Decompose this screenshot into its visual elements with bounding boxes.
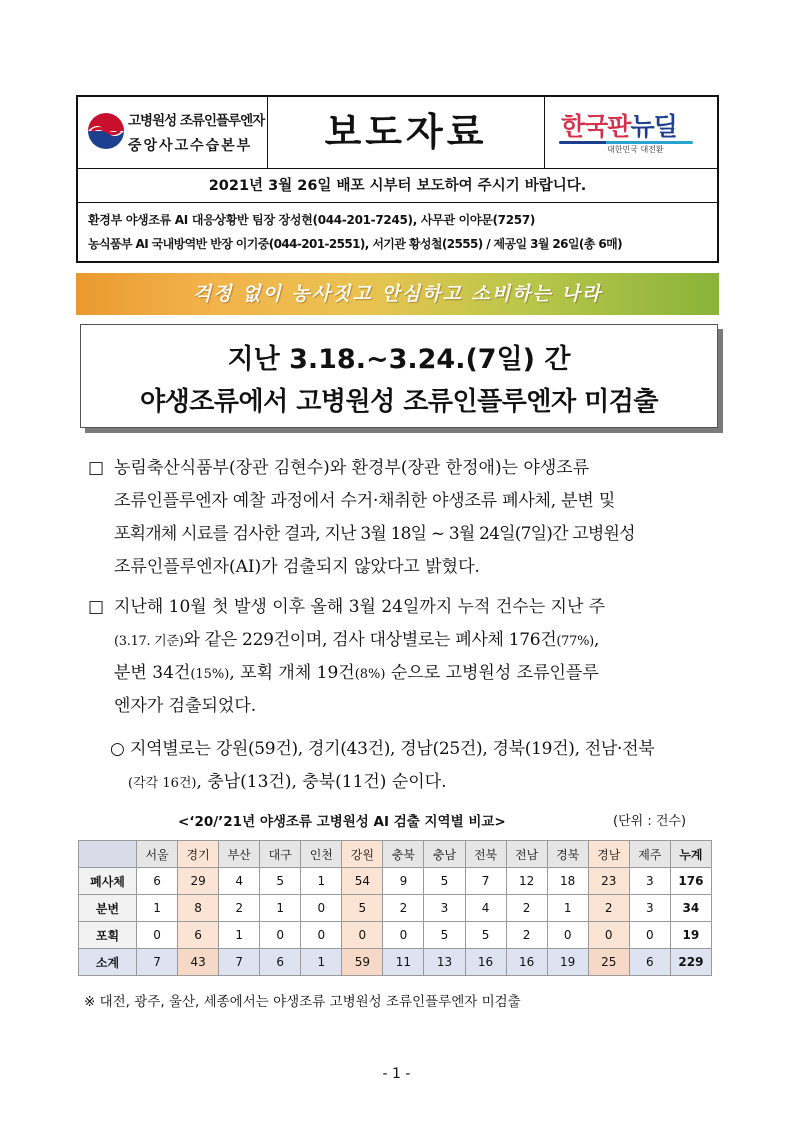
brand-subtitle: 대한민국 대전환 [607,145,664,154]
footnote: ※ 대전, 광주, 울산, 세종에서는 야생조류 고병원성 조류인플루엔자 미검출 [84,994,521,1010]
brand-name-red: 한국판 [561,112,631,141]
embargo-notice: 2021년 3월 26일 배포 시부터 보도하여 주시기 바랍니다. [78,169,717,203]
korean-new-deal-logo [545,97,717,168]
p2-pct-carcass: (77%) [556,634,594,649]
table-cell: 19 [670,922,711,949]
table-cell: 18 [547,868,588,895]
p2-feces-count: 분변 34건 [114,663,191,683]
table-cell: 2 [588,895,629,922]
table-header-row [79,841,712,868]
column-header: 경기 [178,841,219,868]
square-bullet: □ [88,597,105,617]
table-cell: 0 [301,922,342,949]
column-header: 부산 [219,841,260,868]
press-header [76,95,719,263]
p2-line-2 [114,624,599,658]
table-row [79,949,712,976]
page-number: - 1 - [382,1066,411,1082]
table-cell: 6 [629,949,670,976]
p1-line-3: 포획개체 시료를 검사한 결과, 지난 3월 18일 ~ 3월 24일(7일)간 고병원성 [114,524,635,544]
org-name-line1: 고병원성 조류인플루엔자 [128,113,265,129]
table-cell: 5 [424,868,465,895]
table-unit: (단위 : 건수) [613,814,687,829]
table-cell: 0 [588,922,629,949]
table-cell: 2 [383,895,424,922]
table-cell: 2 [506,895,547,922]
p2-line-2-comma: , [593,630,600,650]
table-cell: 29 [178,868,219,895]
regional-detection-table [78,840,712,976]
org-name-line2: 중앙사고수습본부 [128,138,253,154]
column-header: 누계 [670,841,711,868]
column-header: 충북 [383,841,424,868]
column-header: 충남 [424,841,465,868]
table-cell: 3 [629,895,670,922]
column-header: 대구 [260,841,301,868]
table-cell: 16 [465,949,506,976]
row-header: 포획 [79,922,137,949]
table-cell: 8 [178,895,219,922]
table-cell: 59 [342,949,383,976]
table-cell: 11 [383,949,424,976]
table-cell: 1 [260,895,301,922]
slogan-text: 걱정 없이 농사짓고 안심하고 소비하는 나라 [192,283,603,305]
table-cell: 7 [465,868,506,895]
table-cell: 9 [383,868,424,895]
table-cell: 23 [588,868,629,895]
table-cell: 6 [178,922,219,949]
column-header: 제주 [629,841,670,868]
table-cell: 5 [465,922,506,949]
table-cell: 0 [547,922,588,949]
table-cell: 1 [137,895,178,922]
table-cell: 6 [260,949,301,976]
table-cell: 0 [629,922,670,949]
table-cell: 4 [219,868,260,895]
brand-name-blue: 뉴딜 [630,112,677,141]
table-cell: 5 [342,895,383,922]
table-cell: 6 [137,868,178,895]
table-cell: 43 [178,949,219,976]
table-cell: 25 [588,949,629,976]
table-cell: 5 [424,922,465,949]
p2-line-3-tail: 순으로 고병원성 조류인플루 [385,663,599,683]
government-emblem-icon [84,109,128,153]
row-header: 폐사체 [79,868,137,895]
headline-line1: 지난 3.18.~3.24.(7일) 간 [227,344,571,375]
p1-line-1: 농림축산식품부(장관 김현수)와 환경부(장관 한정애)는 야생조류 [114,458,590,478]
table-cell: 0 [137,922,178,949]
doc-type-title: 보도자료 [268,97,545,168]
table-cell: 3 [629,868,670,895]
table-cell: 229 [670,949,711,976]
p1-line-2: 조류인플루엔자 예찰 과정에서 수거·채취한 야생조류 폐사체, 분변 및 [114,491,616,511]
table-caption: <‘20/’21년 야생조류 고병원성 AI 검출 지역별 비교> [178,814,506,830]
table-cell: 54 [342,868,383,895]
slogan-banner [76,273,719,315]
table-cell: 0 [301,895,342,922]
table-cell: 7 [219,949,260,976]
row-header: 소계 [79,949,137,976]
table-cell: 2 [506,922,547,949]
p2-line-1: 지난해 10월 첫 발생 이후 올해 3월 24일까지 누적 건수는 지난 주 [114,597,606,617]
table-cell: 19 [547,949,588,976]
table-cell: 13 [424,949,465,976]
organization-block [78,97,268,168]
table-cell: 1 [301,868,342,895]
table-cell: 0 [383,922,424,949]
table-cell: 34 [670,895,711,922]
p2-line-2-text: 와 같은 229건이며, 검사 대상별로는 폐사체 176건 [183,630,557,650]
column-header: 인천 [301,841,342,868]
p2-line-4: 엔자가 검출되었다. [114,696,257,716]
table-cell: 1 [219,922,260,949]
column-header: 경남 [588,841,629,868]
table-cell: 1 [547,895,588,922]
table-cell: 4 [465,895,506,922]
table-cell: 2 [219,895,260,922]
p2-date-basis: (3.17. 기준) [114,634,184,649]
table-cell: 0 [260,922,301,949]
table-row [79,922,712,949]
p3-line-2 [128,766,447,800]
table-row [79,895,712,922]
column-header: 전북 [465,841,506,868]
column-header: 서울 [137,841,178,868]
column-header: 경북 [547,841,588,868]
p2-pct-captured: (8%) [354,667,386,682]
square-bullet: □ [88,458,105,478]
table-corner-cell [79,841,137,868]
column-header: 강원 [342,841,383,868]
contact-line-1: 환경부 야생조류 AI 대응상황반 팀장 장성현(044-201-7245), 사무관 이야문(7257) [88,213,536,227]
table-cell: 1 [301,949,342,976]
table-cell: 0 [342,922,383,949]
table-row [79,868,712,895]
brand-name [561,107,677,143]
headline-box [80,324,718,428]
table-cell: 16 [506,949,547,976]
p2-line-3 [114,657,599,691]
headline-line2: 야생조류에서 고병원성 조류인플루엔자 미검출 [140,387,658,417]
table-cell: 3 [424,895,465,922]
p3-line-1: 지역별로는 강원(59건), 경기(43건), 경남(25건), 경북(19건), 전남·전북 [130,739,655,759]
table-cell: 12 [506,868,547,895]
circle-bullet: ○ [110,739,125,759]
p2-pct-feces: (15%) [190,667,230,682]
row-header: 분변 [79,895,137,922]
table-cell: 176 [670,868,711,895]
contact-line-2: 농식품부 AI 국내방역반 반장 이기중(044-201-2551), 서기관 황성철(2555) / 제공일 3월 26일(총 6매) [88,237,622,251]
p2-captured-count: , 포획 개체 19건 [229,663,355,683]
p3-each-note: (각각 16건) [128,776,197,791]
column-header: 전남 [506,841,547,868]
table-cell: 5 [260,868,301,895]
p1-line-4: 조류인플루엔자(AI)가 검출되지 않았다고 밝혔다. [114,557,480,577]
p3-line-2-text: , 충남(13건), 충북(11건) 순이다. [196,772,447,792]
table-cell: 7 [137,949,178,976]
header-top-row [78,97,717,169]
